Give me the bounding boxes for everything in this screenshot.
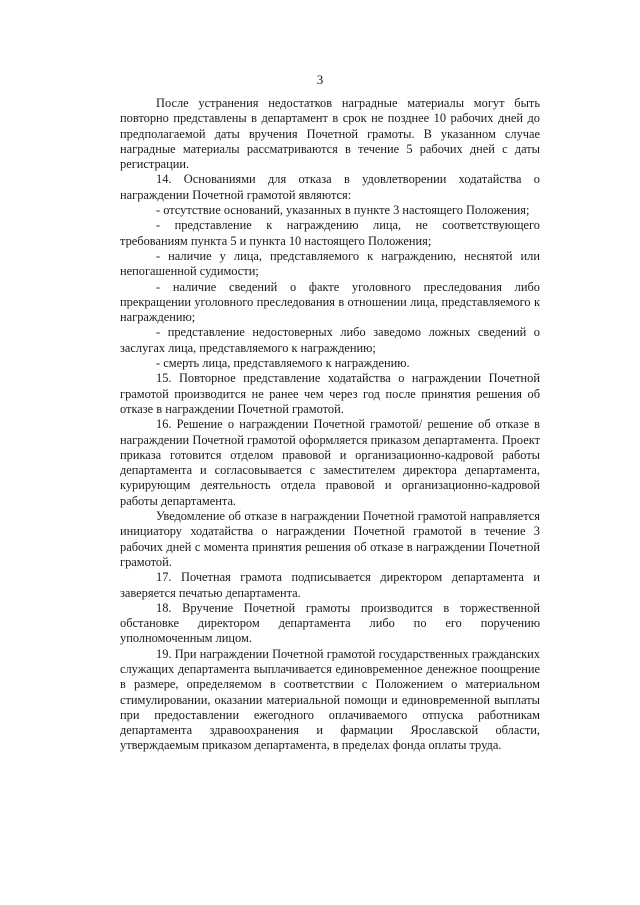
document-body	[120, 96, 540, 754]
list-item-criminal-prosecution: - наличие сведений о факте уголовного преследования либо прекращении уголовного преследования в отношении лица, представляемого к награждению;	[120, 279, 540, 325]
list-item-criminal-record: - наличие у лица, представляемого к награждению, неснятой или непогашенной судимости;	[120, 248, 540, 279]
paragraph-19: 19. При награждении Почетной грамотой государственных гражданских служащих департамента выплачивается единовременное денежное поощрение в размере, определяемом в соответствии с Положением о материальном стимулировании, оказании материальной помощи и единовременной выплаты при предоставлении ежегодного оплачиваемого отпуска работникам департамента здравоохранения и фармации Ярославской области, утверждаемым приказом департамента, в пределах фонда оплаты труда.	[120, 646, 540, 753]
list-item-noncompliant-person: - представление к награждению лица, не соответствующего требованиям пункта 5 и пункта 10 настоящего Положения;	[120, 218, 540, 248]
list-item-false-information: - представление недостоверных либо заведомо ложных сведений о заслугах лица, представляемого к награждению;	[120, 325, 540, 355]
paragraph-18: 18. Вручение Почетной грамоты производится в торжественной обстановке директором департамента либо по его поручению уполномоченным лицом.	[120, 600, 540, 646]
paragraph-16: 16. Решение о награждении Почетной грамотой/ решение об отказе в награждении Почетной грамотой оформляется приказом департамента. Проект приказа готовится отделом правовой и организационно-кадровой работы департамента и согласовывается с заместителем директора департамента, курирующим деятельность отдела правовой и организационно-кадровой работы департамента.	[120, 417, 540, 508]
list-item-death: - смерть лица, представляемого к награждению.	[156, 356, 410, 371]
paragraph-17: 17. Почетная грамота подписывается директором департамента и заверяется печатью департамента.	[120, 570, 540, 600]
paragraph-14-refusal-grounds: 14. Основаниями для отказа в удовлетворении ходатайства о награждении Почетной грамотой являются:	[120, 172, 540, 202]
page-number: 3	[316, 72, 324, 87]
paragraph-refusal-notice: Уведомление об отказе в награждении Почетной грамотой направляется инициатору ходатайства о награждении Почетной грамотой в течение 3 рабочих дней с момента принятия решения об отказе в награждении Почетной грамотой.	[120, 509, 540, 569]
paragraph-15: 15. Повторное представление ходатайства о награждении Почетной грамотой производится не ранее чем через год после принятия решения об отказе в награждении Почетной грамотой.	[120, 371, 540, 416]
list-item-no-grounds: - отсутствие оснований, указанных в пункте 3 настоящего Положения;	[156, 203, 530, 218]
paragraph-resubmission: После устранения недостатков наградные материалы могут быть повторно представлены в департамент в срок не позднее 10 рабочих дней до предполагаемой даты вручения Почетной грамоты. В указанном случае наградные материалы рассматриваются в течение 5 рабочих дней с даты регистрации.	[120, 96, 540, 172]
